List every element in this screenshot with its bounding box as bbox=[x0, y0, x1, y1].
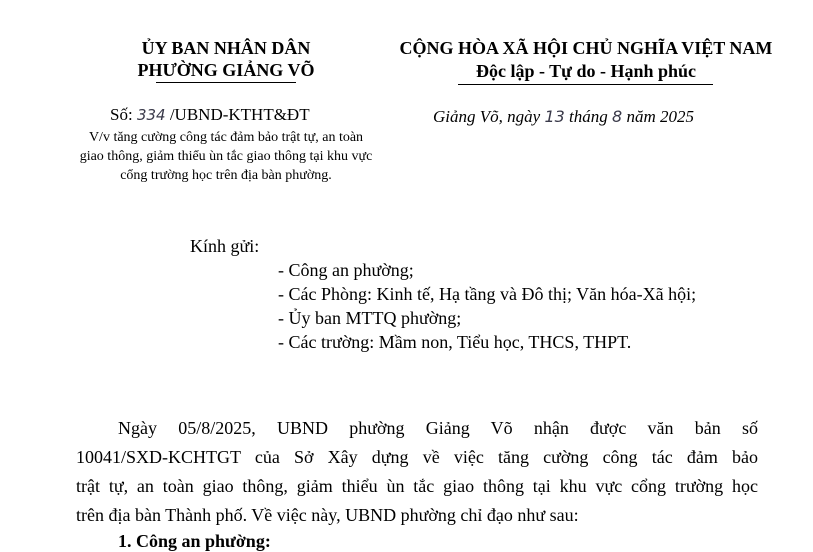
document-number-prefix: Số: bbox=[110, 105, 133, 124]
issuing-authority-line1: ỦY BAN NHÂN DÂN bbox=[141, 38, 311, 58]
place-label: Giảng Võ, ngày bbox=[433, 107, 541, 126]
recipients-label: Kính gửi: bbox=[190, 236, 260, 256]
document-number bbox=[110, 104, 310, 126]
authority-underline bbox=[156, 82, 296, 83]
year-label: năm 2025 bbox=[626, 107, 694, 126]
motto-underline bbox=[458, 84, 713, 85]
issuing-authority-line2: PHƯỜNG GIẢNG VÕ bbox=[137, 60, 315, 80]
document-number-handwritten: 334 bbox=[136, 106, 166, 124]
recipient-item: - Ủy ban MTTQ phường; bbox=[278, 308, 462, 328]
recipients-list bbox=[278, 258, 696, 354]
date-day-handwritten: 13 bbox=[544, 107, 565, 126]
body-line: 10041/SXD-KCHTGT của Sở Xây dựng về việc tăng cường công tác đảm bảo bbox=[76, 447, 758, 467]
document-number-suffix: /UBND-KTHT&ĐT bbox=[169, 105, 310, 124]
body-line: trật tự, an toàn giao thông, giảm thiểu ùn tắc giao thông tại khu vực cổng trường học bbox=[76, 476, 758, 496]
body-line: trên địa bàn Thành phố. Về việc này, UBND phường chỉ đạo như sau: bbox=[76, 505, 579, 525]
national-title: CỘNG HÒA XÃ HỘI CHỦ NGHĨA VIỆT NAM bbox=[399, 38, 773, 58]
body-line: Ngày 05/8/2025, UBND phường Giảng Võ nhận được văn bản số bbox=[118, 418, 758, 438]
body-paragraph bbox=[76, 414, 758, 530]
section-heading: 1. Công an phường: bbox=[118, 531, 271, 551]
date-month-handwritten: 8 bbox=[612, 107, 623, 126]
recipient-item: - Các trường: Mầm non, Tiểu học, THCS, THPT. bbox=[278, 332, 632, 352]
month-label: tháng bbox=[569, 107, 608, 126]
recipient-item: - Công an phường; bbox=[278, 260, 414, 280]
document-subject: V/v tăng cường công tác đảm bảo trật tự, an toàn giao thông, giảm thiểu ùn tắc giao thông tại khu vực cổng trường học trên địa bàn phường. bbox=[79, 130, 373, 183]
place-date bbox=[433, 106, 793, 128]
national-motto: Độc lập - Tự do - Hạnh phúc bbox=[475, 61, 697, 81]
recipient-item: - Các Phòng: Kinh tế, Hạ tầng và Đô thị; Văn hóa-Xã hội; bbox=[278, 284, 697, 304]
